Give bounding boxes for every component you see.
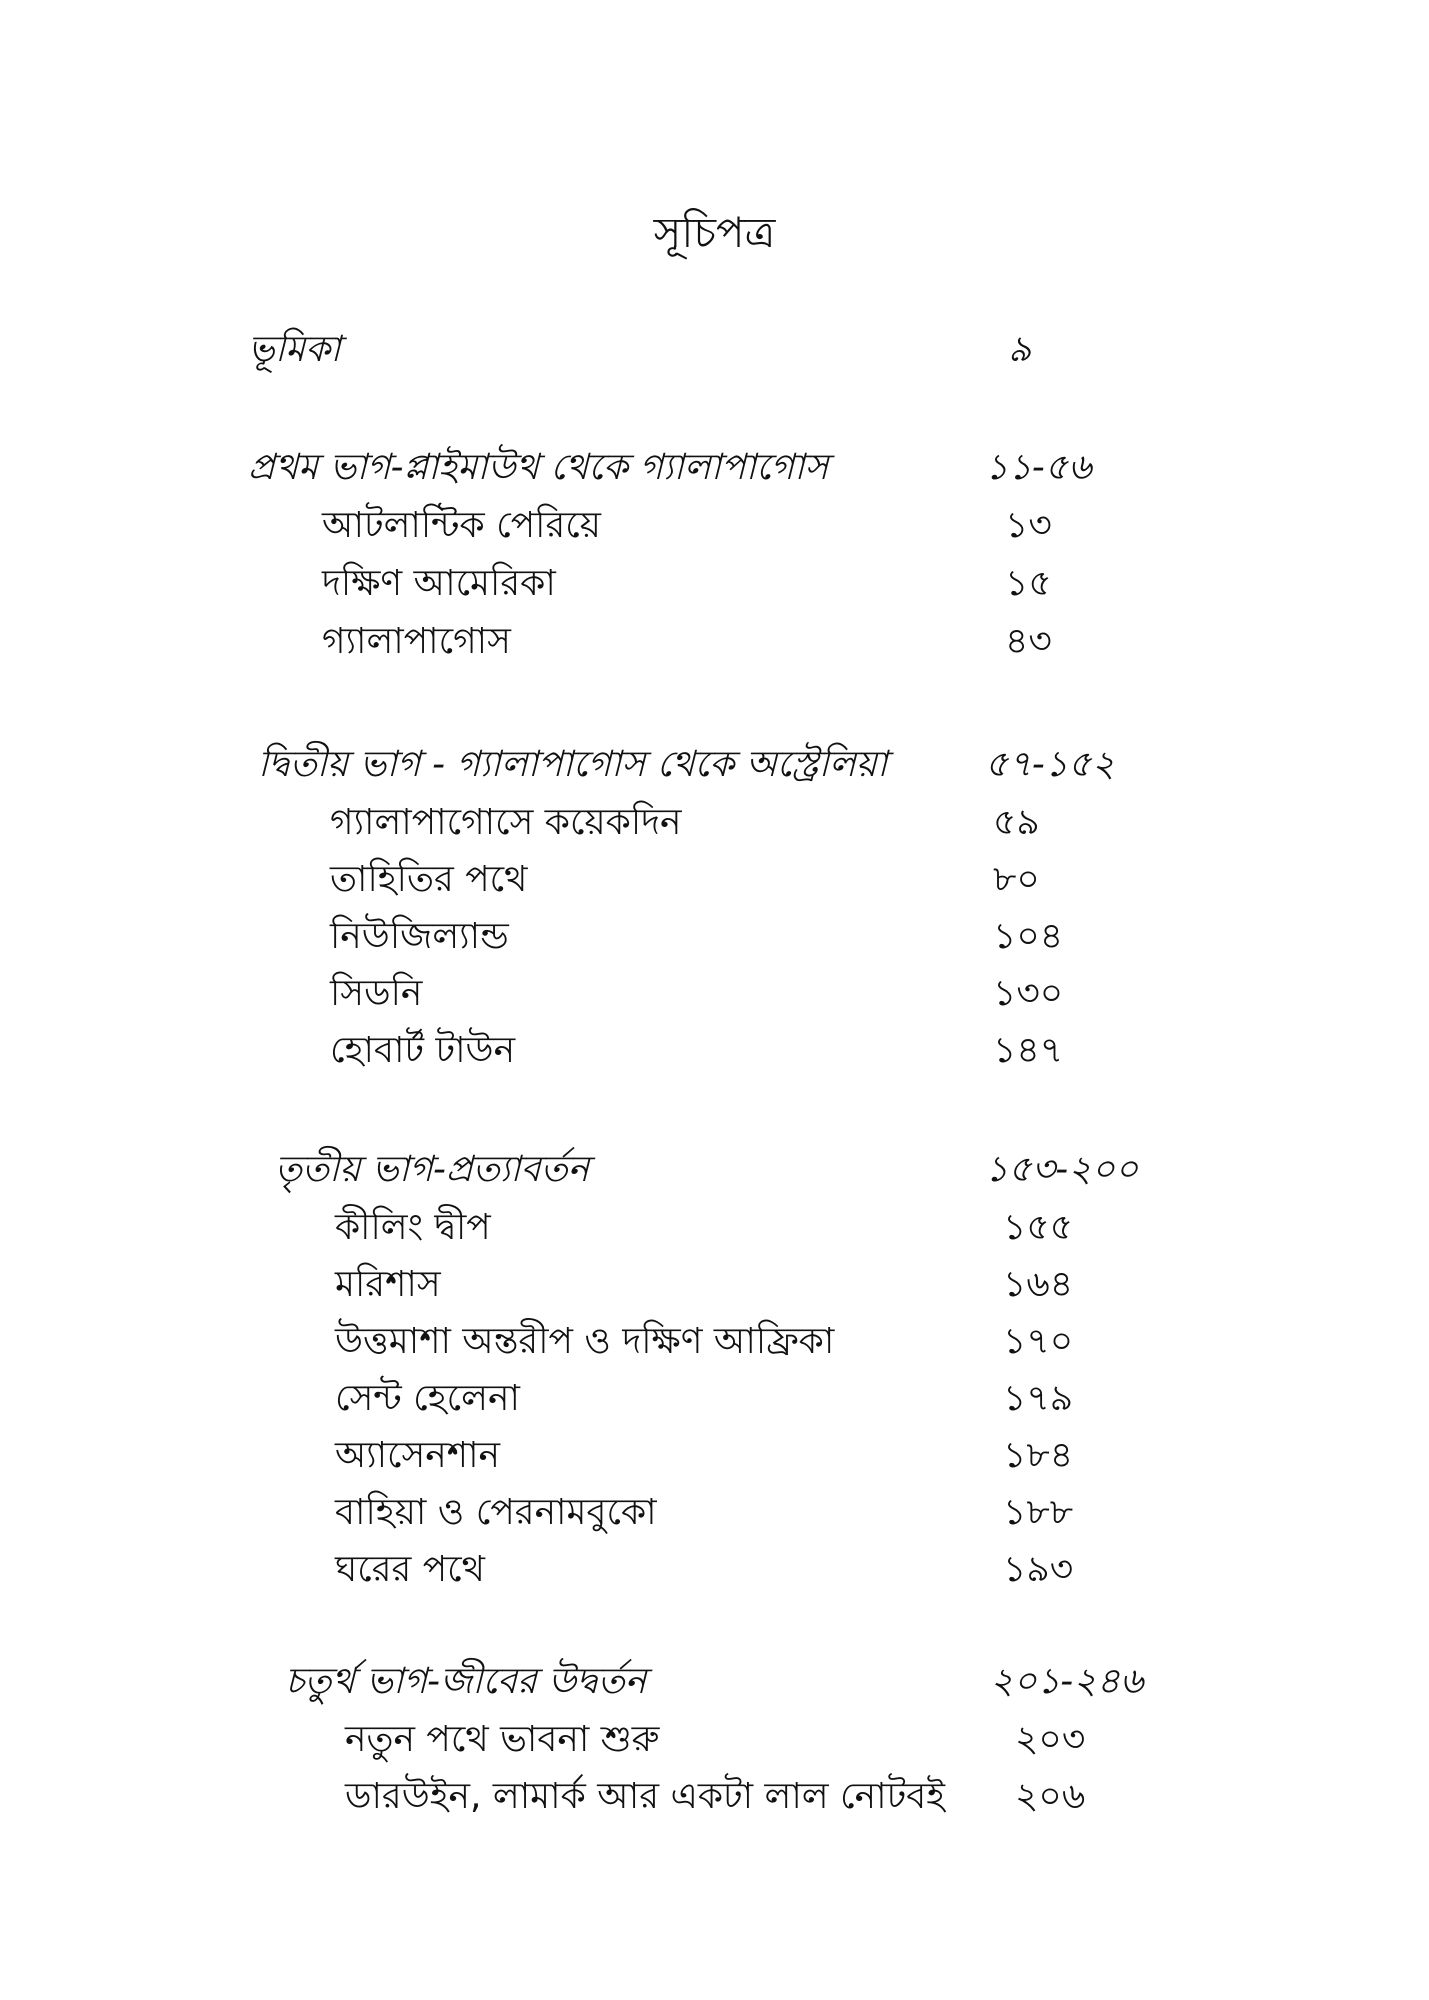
toc-chapter-row: [0, 1198, 1429, 1258]
toc-chapter-label: গ্যালাপাগোসে কয়েকদিন: [330, 802, 682, 843]
toc-chapter-label: নিউজিল্যান্ড: [330, 916, 509, 957]
toc-chapter-page: ৫৯: [993, 802, 1040, 843]
toc-chapter-row: [0, 1369, 1429, 1429]
toc-part-label: চতুর্থ ভাগ-জীবের উদ্বর্তন: [285, 1661, 647, 1702]
toc-chapter-label: উত্তমাশা অন্তরীপ ও দক্ষিণ আফ্রিকা: [335, 1321, 835, 1362]
toc-chapter-page: ১৮৪: [1003, 1435, 1074, 1476]
toc-chapter-label: তাহিতির পথে: [330, 859, 528, 900]
toc-chapter-row: [0, 496, 1429, 556]
toc-chapter-page: ১০৪: [993, 916, 1064, 957]
toc-chapter-row: [0, 554, 1429, 614]
toc-chapter-label: ঘরের পথে: [335, 1549, 485, 1590]
toc-chapter-page: ২০৬: [1015, 1776, 1086, 1817]
toc-chapter-row: [0, 964, 1429, 1024]
toc-chapter-label: সেন্ট হেলেনা: [335, 1378, 520, 1419]
toc-chapter-label: গ্যালাপাগোস: [322, 621, 511, 662]
toc-part-row: [0, 735, 1429, 795]
toc-part-pages: ১১-৫৬: [985, 447, 1092, 488]
toc-chapter-page: ৪৩: [1005, 621, 1052, 662]
toc-part-pages: ২০১-২৪৬: [990, 1661, 1144, 1702]
toc-chapter-page: ১৫: [1005, 563, 1052, 604]
toc-chapter-label: সিডনি: [330, 973, 423, 1014]
toc-chapter-page: ১৩: [1005, 505, 1052, 546]
toc-part-row: [0, 438, 1429, 498]
toc-chapter-row: [0, 793, 1429, 853]
toc-part-row: [0, 1652, 1429, 1712]
toc-intro-row: [0, 320, 1429, 380]
toc-chapter-label: দক্ষিণ আমেরিকা: [322, 563, 556, 604]
toc-part-row: [0, 1140, 1429, 1200]
toc-chapter-label: হোবার্ট টাউন: [330, 1030, 516, 1071]
toc-chapter-row: [0, 907, 1429, 967]
toc-chapter-row: [0, 1021, 1429, 1081]
toc-chapter-row: [0, 850, 1429, 910]
toc-part-label: দ্বিতীয় ভাগ - গ্যালাপাগোস থেকে অস্ট্রেলিয়া: [258, 744, 888, 785]
toc-chapter-row: [0, 1540, 1429, 1600]
toc-chapter-page: ১৫৫: [1003, 1207, 1074, 1248]
toc-chapter-label: অ্যাসেনশান: [335, 1435, 501, 1476]
toc-chapter-row: [0, 1426, 1429, 1486]
toc-chapter-label: আটলান্টিক পেরিয়ে: [322, 505, 601, 546]
toc-chapter-page: ১৯৩: [1003, 1549, 1074, 1590]
toc-part-pages: ১৫৩-২০০: [985, 1149, 1139, 1190]
toc-chapter-row: [0, 1483, 1429, 1543]
toc-chapter-page: ২০৩: [1015, 1719, 1086, 1760]
toc-chapter-page: ১৭০: [1003, 1321, 1074, 1362]
toc-chapter-label: ডারউইন, লামার্ক আর একটা লাল নোটবই: [345, 1776, 945, 1817]
toc-chapter-row: [0, 1710, 1429, 1770]
toc-part-pages: ৫৭-১৫২: [985, 744, 1115, 785]
toc-chapter-page: ১৭৯: [1003, 1378, 1074, 1419]
toc-chapter-row: [0, 612, 1429, 672]
toc-chapter-label: নতুন পথে ভাবনা শুরু: [345, 1719, 660, 1760]
toc-chapter-row: [0, 1255, 1429, 1315]
toc-chapter-label: বাহিয়া ও পেরনামবুকো: [335, 1492, 657, 1533]
toc-chapter-label: কীলিং দ্বীপ: [335, 1207, 491, 1248]
toc-chapter-page: ৮০: [993, 859, 1040, 900]
toc-chapter-row: [0, 1312, 1429, 1372]
toc-chapter-page: ১৮৮: [1003, 1492, 1074, 1533]
toc-chapter-row: [0, 1767, 1429, 1827]
toc-chapter-page: ১৩০: [993, 973, 1064, 1014]
toc-part-label: প্রথম ভাগ-প্লাইমাউথ থেকে গ্যালাপাগোস: [248, 447, 829, 488]
toc-intro-page: ৯: [1008, 329, 1032, 370]
toc-chapter-label: মরিশাস: [335, 1264, 441, 1305]
page-title: সূচিপত্র: [653, 208, 776, 257]
toc-intro-label: ভূমিকা: [248, 329, 341, 370]
toc-part-label: তৃতীয় ভাগ-প্রত্যাবর্তন: [275, 1149, 590, 1190]
toc-chapter-page: ১৬৪: [1003, 1264, 1074, 1305]
toc-chapter-page: ১৪৭: [993, 1030, 1064, 1071]
